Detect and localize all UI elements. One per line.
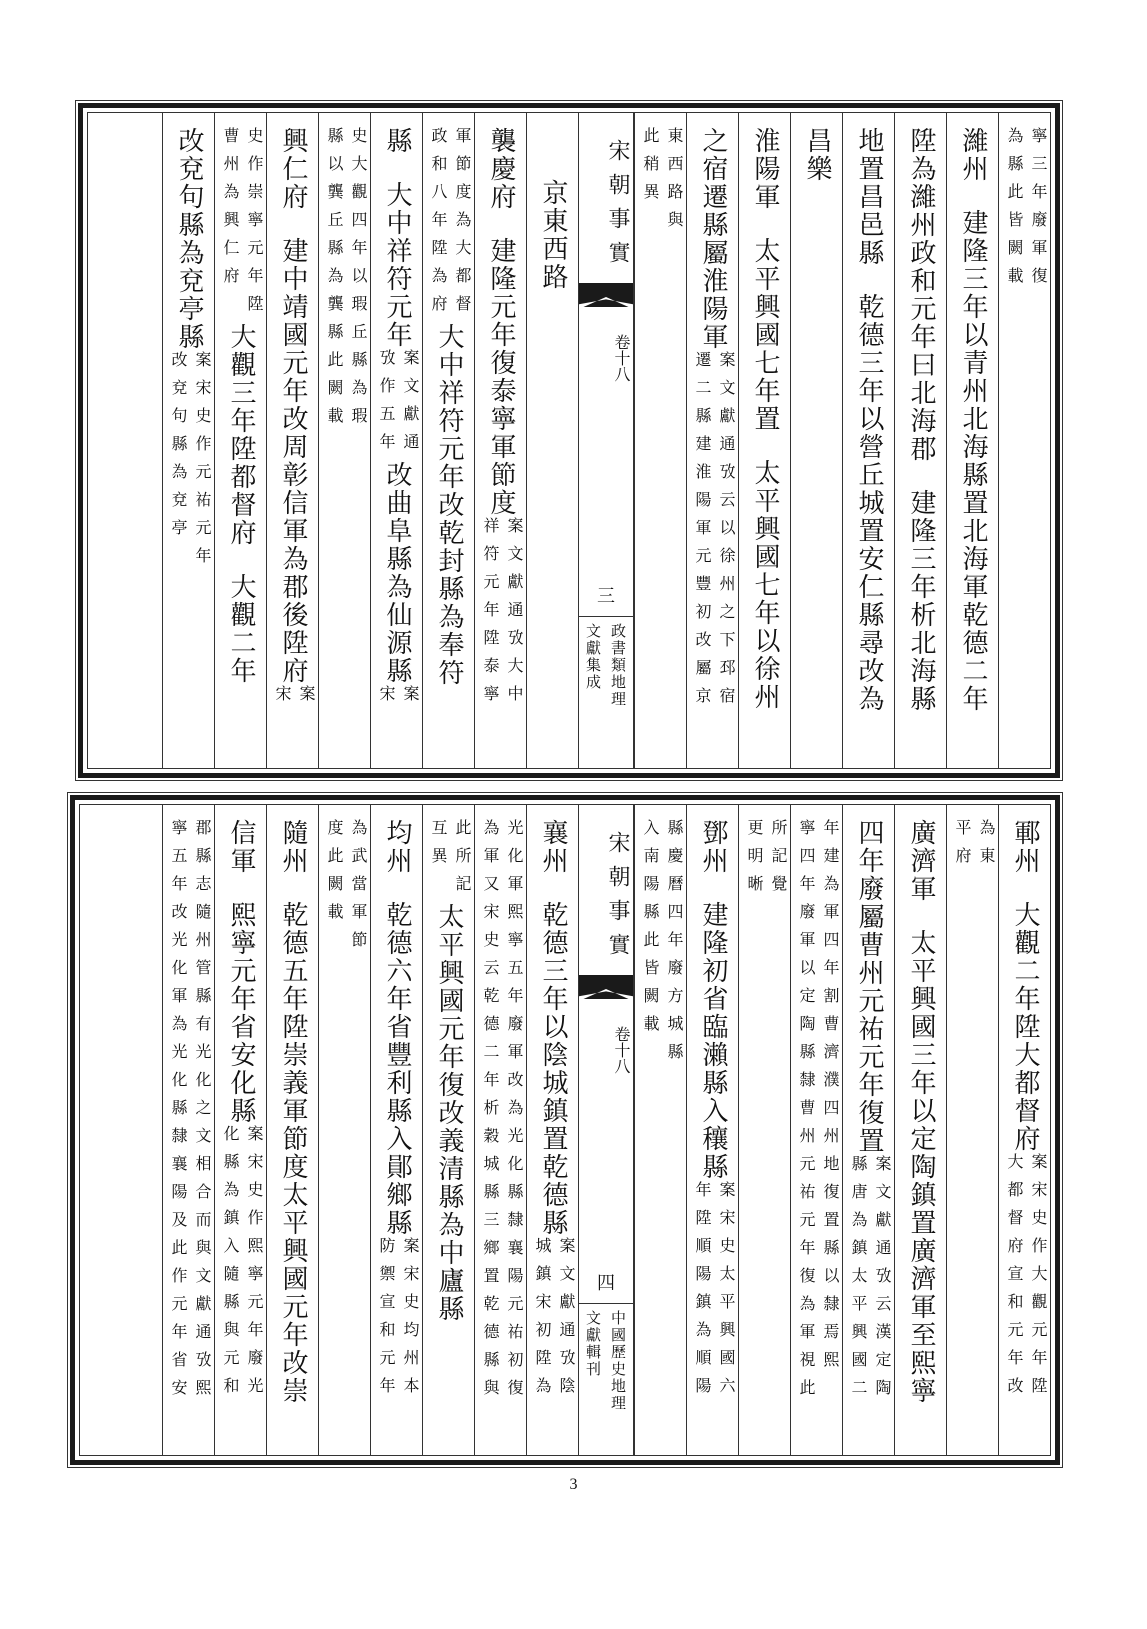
text-column — [998, 805, 1050, 1455]
book-page-bottom — [70, 795, 1060, 1465]
text-column — [686, 805, 738, 1455]
main-text: 陞為濰州政和元年曰北海郡 — [906, 127, 936, 463]
annotation-line: 為軍又宋史云乾德二年析穀城縣三鄉置乾德縣與 — [481, 819, 500, 1407]
main-text: 熙寧元年省安化縣 — [226, 901, 256, 1125]
main-text: 大中祥符元年 — [382, 181, 412, 349]
text-column — [370, 805, 422, 1455]
main-text: 襲慶府 — [486, 127, 516, 211]
main-text: 乾德三年以陰城鎮置乾德縣 — [538, 901, 568, 1237]
annotation-line: 案文獻通攷云以徐州之下邳宿 — [717, 351, 736, 715]
annotation — [322, 819, 370, 959]
annotation — [374, 1237, 422, 1405]
main-text: 大觀三年陞都督府 — [226, 323, 256, 547]
volume-label: 卷十八 — [612, 1026, 631, 1074]
annotation — [950, 819, 998, 875]
main-text: 建隆初省臨瀨縣入穰縣 — [698, 901, 728, 1181]
main-text: 建隆元年復泰寧軍節度 — [486, 237, 516, 517]
main-text: 襄州 — [538, 819, 568, 875]
main-text: 大觀二年陞大都督府 — [1010, 901, 1040, 1153]
main-text: 鄆州 — [1010, 819, 1040, 875]
text-column — [842, 113, 894, 768]
main-text: 信軍 — [226, 819, 256, 875]
annotation-line: 案宋史均州本 — [401, 1237, 420, 1405]
annotation — [1002, 1153, 1050, 1405]
main-text: 太平興國元年復改義清縣為中廬縣 — [434, 903, 464, 1323]
series-line: 政書類地理 — [609, 623, 627, 708]
main-text: 太平興國七年置 — [750, 237, 780, 433]
text-column — [738, 805, 790, 1455]
annotation-line: 為東 — [977, 819, 996, 875]
annotation-line: 城鎮宋初陞為 — [533, 1237, 552, 1405]
annotation-line: 遷二縣建淮陽軍元豐初改屬京 — [693, 351, 712, 715]
annotation-line: 案 — [297, 685, 316, 713]
annotation — [322, 127, 370, 435]
text-column — [634, 805, 686, 1455]
annotation-line: 年建為軍四年割曹濟濮四州地復置縣以隸焉熙 — [821, 819, 840, 1379]
text-column — [214, 805, 266, 1455]
annotation — [426, 819, 474, 903]
annotation-line: 案文獻通 — [401, 349, 420, 461]
text-column — [214, 113, 266, 768]
text-column — [162, 113, 214, 768]
text-column — [474, 113, 526, 768]
main-text: 乾德三年以營丘城置安仁縣尋改為 — [854, 293, 884, 713]
annotation — [846, 1155, 894, 1407]
text-column — [474, 805, 526, 1455]
main-text: 乾德五年陞崇義軍節度太平興國元年改崇 — [278, 901, 308, 1405]
leaf-number: 四 — [597, 1273, 615, 1294]
annotation — [166, 819, 214, 1407]
annotation-line: 光化軍熙寧五年廢軍改為光化縣隸襄陽元祐初復 — [505, 819, 524, 1407]
series-label — [579, 1303, 633, 1455]
page-spine — [578, 113, 634, 768]
main-text: 濰州 — [958, 127, 988, 183]
annotation — [1002, 127, 1050, 295]
main-text: 隨州 — [278, 819, 308, 875]
text-column — [318, 113, 370, 768]
annotation-line: 為武當軍節 — [349, 819, 368, 959]
annotation-line: 年陞順陽鎮為順陽 — [693, 1181, 712, 1405]
annotation — [478, 517, 526, 713]
annotation — [166, 351, 214, 575]
annotation-line: 祥符元年陞泰寧 — [481, 517, 500, 713]
text-columns — [79, 804, 1051, 1456]
text-column — [842, 805, 894, 1455]
annotation-line: 東西路與 — [665, 127, 684, 239]
annotation-line: 度此闕載 — [325, 819, 344, 931]
series-line: 中國歷史地理 — [609, 1310, 627, 1412]
volume-label: 卷十八 — [612, 334, 631, 382]
annotation-line: 改兗句縣為兗亭 — [169, 351, 188, 547]
page-number: 3 — [569, 1476, 578, 1493]
annotation-line: 縣唐為鎮太平興國二 — [849, 1155, 868, 1407]
main-text: 之宿遷縣屬淮陽軍 — [698, 127, 728, 351]
annotation — [638, 819, 686, 1071]
text-column — [894, 805, 946, 1455]
annotation-line: 案宋史作熙寧元年廢光 — [245, 1125, 264, 1405]
annotation-line: 攷作五年 — [377, 349, 396, 461]
annotation-line: 政和八年陞為府 — [429, 127, 448, 323]
main-text: 大中祥符元年改乾封縣為奉符 — [434, 323, 464, 687]
annotation-line: 更明晰 — [745, 819, 764, 903]
main-text: 改曲阜縣為仙源縣 — [382, 461, 412, 685]
main-text: 昌樂 — [802, 127, 832, 183]
main-text: 地置昌邑縣 — [854, 127, 884, 267]
main-text: 廣濟軍 — [906, 819, 936, 903]
annotation-line: 縣以龔丘縣為龔縣此闕載 — [325, 127, 344, 435]
text-column — [998, 113, 1050, 768]
annotation-line: 入南陽縣此皆闕載 — [641, 819, 660, 1043]
annotation — [270, 685, 318, 713]
text-column — [422, 113, 474, 768]
annotation-line: 案宋史太平興國六 — [717, 1181, 736, 1405]
annotation — [218, 1125, 266, 1405]
annotation-line: 縣慶曆四年廢方城縣 — [665, 819, 684, 1071]
annotation-line: 案宋史作大觀元年陞 — [1029, 1153, 1048, 1405]
annotation — [690, 1181, 738, 1405]
text-column — [686, 113, 738, 768]
text-column — [894, 113, 946, 768]
text-column — [526, 113, 578, 768]
text-column — [422, 805, 474, 1455]
annotation — [638, 127, 686, 239]
fishtail-ornament — [579, 283, 633, 307]
text-column — [162, 805, 214, 1455]
text-column — [266, 113, 318, 768]
main-text: 鄧州 — [698, 819, 728, 875]
annotation-line: 軍節度為大都督 — [453, 127, 472, 323]
main-text: 乾德六年省豐利縣入鄖鄉縣 — [382, 901, 412, 1237]
annotation-line: 防禦宣和元年 — [377, 1237, 396, 1405]
annotation — [794, 819, 842, 1407]
main-text: 淮陽軍 — [750, 127, 780, 211]
annotation-line: 史作崇寧元年陞 — [245, 127, 264, 323]
annotation-line: 寧三年廢軍復 — [1029, 127, 1048, 295]
main-text: 縣 — [382, 127, 412, 155]
main-text: 太平興國三年以定陶鎮置廣濟軍至熙寧 — [906, 929, 936, 1405]
annotation-line: 案文獻通攷陰 — [557, 1237, 576, 1405]
main-text: 興仁府 — [278, 127, 308, 211]
annotation — [742, 819, 790, 903]
main-text: 京東西路 — [538, 179, 568, 291]
series-line: 文獻輯刊 — [584, 1310, 602, 1378]
main-text: 四年廢屬曹州元祐元年復置 — [854, 819, 884, 1155]
main-text: 大觀二年 — [226, 573, 256, 685]
main-text: 均州 — [382, 819, 412, 875]
annotation-line: 宋 — [377, 685, 396, 713]
book-page-top — [78, 103, 1060, 778]
text-column — [946, 113, 998, 768]
main-text: 建隆三年析北海縣 — [906, 489, 936, 713]
annotation-line: 此稍異 — [641, 127, 660, 211]
text-column — [526, 805, 578, 1455]
text-column — [634, 113, 686, 768]
text-column — [790, 113, 842, 768]
main-text: 太平興國七年以徐州 — [750, 459, 780, 711]
annotation-line: 互異 — [429, 819, 448, 875]
annotation-line: 平府 — [953, 819, 972, 875]
series-label — [579, 616, 633, 768]
main-text: 建中靖國元年改周彰信軍為郡後陞府 — [278, 237, 308, 685]
annotation-line: 宋 — [273, 685, 292, 713]
annotation — [478, 819, 526, 1407]
text-column — [738, 113, 790, 768]
fishtail-ornament — [579, 975, 633, 999]
annotation — [374, 349, 422, 461]
annotation-line: 寧五年改光化軍為光化縣隸襄陽及此作元年省安 — [169, 819, 188, 1407]
book-title: 宋朝事實 — [605, 139, 630, 275]
page-spine — [578, 805, 634, 1455]
text-column — [318, 805, 370, 1455]
main-text: 改兗句縣為兗亭縣 — [174, 127, 204, 351]
annotation — [218, 127, 266, 323]
annotation — [690, 351, 738, 715]
annotation-line: 案 — [401, 685, 420, 713]
annotation — [374, 685, 422, 713]
book-title: 宋朝事實 — [605, 831, 630, 967]
annotation-line: 郡縣志隨州管縣有光化之文相合而與文獻通攷熙 — [193, 819, 212, 1407]
annotation — [530, 1237, 578, 1405]
series-line: 文獻集成 — [584, 623, 602, 691]
text-columns — [87, 112, 1051, 769]
main-text: 建隆三年以青州北海縣置北海軍乾德二年 — [958, 209, 988, 713]
annotation-line: 案文獻通攷云漢定陶 — [873, 1155, 892, 1407]
annotation-line: 所記覺 — [769, 819, 788, 903]
text-column — [790, 805, 842, 1455]
annotation-line: 曹州為興仁府 — [221, 127, 240, 295]
annotation-line: 寧四年廢軍以定陶縣隸曹州元祐元年復為軍視此 — [797, 819, 816, 1407]
annotation-line: 史大觀四年以瑕丘縣為瑕 — [349, 127, 368, 435]
annotation-line: 大都督府宣和元年改 — [1005, 1153, 1024, 1405]
text-column — [370, 113, 422, 768]
annotation — [426, 127, 474, 323]
annotation-line: 化縣為鎮入隨縣與元和 — [221, 1125, 240, 1405]
leaf-number: 三 — [597, 586, 615, 607]
annotation-line: 此所記 — [453, 819, 472, 903]
annotation-line: 案宋史作元祐元年 — [193, 351, 212, 575]
annotation-line: 為縣此皆闕載 — [1005, 127, 1024, 295]
text-column — [266, 805, 318, 1455]
annotation-line: 案文獻通攷大中 — [505, 517, 524, 713]
text-column — [946, 805, 998, 1455]
